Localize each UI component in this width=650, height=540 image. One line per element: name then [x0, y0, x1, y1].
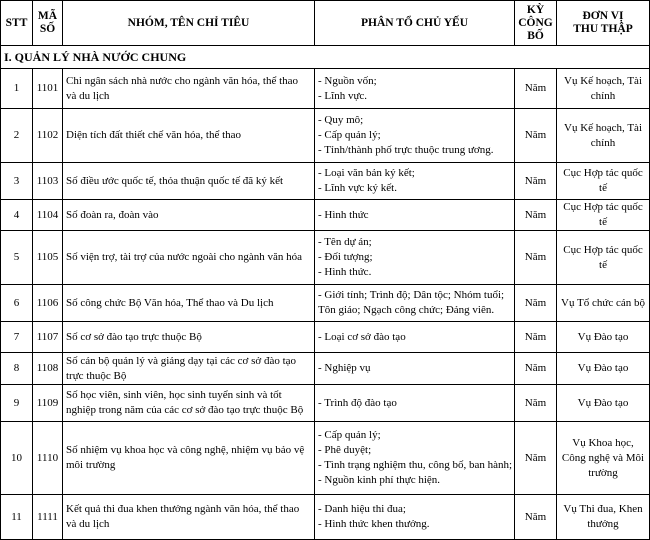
row-unit: Cục Hợp tác quốc tế — [557, 231, 650, 285]
row-period: Năm — [515, 353, 557, 385]
row-period: Năm — [515, 69, 557, 109]
breakdown-line: - Quy mô; — [318, 114, 364, 126]
row-stt: 6 — [1, 285, 33, 322]
breakdown-line: - Lĩnh vực. — [318, 89, 368, 102]
breakdown-line: - Nguồn vốn; — [318, 74, 377, 87]
row-indicator-name: Số điều ước quốc tế, thỏa thuận quốc tế đã ký kết — [63, 163, 315, 200]
breakdown-line: - Phê duyệt; — [318, 444, 372, 456]
breakdown-line: - Loại cơ sở đào tạo — [318, 330, 406, 343]
table-row — [1, 422, 650, 495]
row-unit: Vụ Đào tạo — [557, 322, 650, 353]
table-row — [1, 69, 650, 109]
breakdown-line: - Tình trạng nghiệm thu, công bố, ban hành; — [318, 459, 513, 471]
row-unit: Vụ Đào tạo — [557, 385, 650, 422]
table-row — [1, 285, 650, 322]
breakdown-line: - Loại văn bản ký kết; — [318, 167, 415, 179]
row-breakdown — [315, 69, 515, 109]
row-unit: Vụ Tổ chức cán bộ — [557, 285, 650, 322]
row-code: 1105 — [33, 231, 63, 285]
header-code: MÃ SỐ — [33, 1, 63, 46]
row-period: Năm — [515, 163, 557, 200]
row-stt: 8 — [1, 353, 33, 385]
breakdown-line: - Giới tính; Trình độ; Dân tộc; Nhóm tuổi; — [318, 289, 505, 301]
row-period: Năm — [515, 285, 557, 322]
breakdown-line: - Lĩnh vực ký kết. — [318, 182, 397, 194]
table-row — [1, 231, 650, 285]
row-unit: Vụ Thi đua, Khen thưởng — [557, 495, 650, 540]
row-stt: 4 — [1, 200, 33, 231]
row-breakdown — [315, 285, 515, 322]
table-row — [1, 385, 650, 422]
row-code: 1102 — [33, 109, 63, 163]
table-row — [1, 495, 650, 540]
row-unit: Cục Hợp tác quốc tế — [557, 163, 650, 200]
row-code: 1103 — [33, 163, 63, 200]
row-indicator-name: Số học viên, sinh viên, học sinh tuyển sinh và tốt nghiệp trong năm của các cơ sở đào tạo trực thuộc Bộ — [63, 385, 315, 422]
breakdown-line: - Hình thức. — [318, 266, 372, 278]
row-period: Năm — [515, 109, 557, 163]
row-indicator-name: Số nhiệm vụ khoa học và công nghệ, nhiệm vụ bảo vệ môi trường — [63, 422, 315, 495]
row-breakdown — [315, 163, 515, 200]
breakdown-line: - Cấp quản lý; — [318, 129, 381, 141]
breakdown-line: - Nguồn kinh phí thực hiện. — [318, 474, 441, 486]
table-row — [1, 109, 650, 163]
row-code: 1110 — [33, 422, 63, 495]
row-breakdown — [315, 353, 515, 385]
row-breakdown — [315, 231, 515, 285]
row-indicator-name: Số cơ sở đào tạo trực thuộc Bộ — [63, 322, 315, 353]
breakdown-line: - Danh hiệu thi đua; — [318, 503, 406, 515]
row-code: 1104 — [33, 200, 63, 231]
row-code: 1106 — [33, 285, 63, 322]
row-indicator-name: Chi ngân sách nhà nước cho ngành văn hóa, thể thao và du lịch — [63, 69, 315, 109]
row-indicator-name: Số viện trợ, tài trợ của nước ngoài cho ngành văn hóa — [63, 231, 315, 285]
row-breakdown — [315, 385, 515, 422]
row-indicator-name: Kết quả thi đua khen thưởng ngành văn hóa, thể thao và du lịch — [63, 495, 315, 540]
row-breakdown — [315, 109, 515, 163]
row-period: Năm — [515, 385, 557, 422]
row-unit: Cục Hợp tác quốc tế — [557, 200, 650, 231]
row-stt: 9 — [1, 385, 33, 422]
row-unit: Vụ Khoa học, Công nghệ và Môi trường — [557, 422, 650, 495]
header-unit: ĐƠN VỊ THU THẬP — [557, 1, 650, 46]
breakdown-line: - Cấp quản lý; — [318, 429, 381, 441]
row-breakdown — [315, 422, 515, 495]
header-breakdown: PHÂN TỔ CHỦ YẾU — [315, 1, 515, 46]
row-period: Năm — [515, 495, 557, 540]
row-code: 1109 — [33, 385, 63, 422]
breakdown-line: - Hình thức — [318, 208, 369, 221]
row-stt: 11 — [1, 495, 33, 540]
row-indicator-name: Diện tích đất thiết chế văn hóa, thể thao — [63, 109, 315, 163]
row-breakdown — [315, 322, 515, 353]
row-period: Năm — [515, 422, 557, 495]
row-indicator-name: Số cán bộ quản lý và giảng dạy tại các cơ sở đào tạo trực thuộc Bộ — [63, 353, 315, 385]
breakdown-line: - Nghiệp vụ — [318, 362, 371, 374]
breakdown-line: - Đối tượng; — [318, 251, 373, 263]
header-period: KỲ CÔNG BỐ — [515, 1, 557, 46]
row-breakdown — [315, 495, 515, 540]
row-stt: 5 — [1, 231, 33, 285]
row-code: 1111 — [33, 495, 63, 540]
row-period: Năm — [515, 231, 557, 285]
row-period: Năm — [515, 200, 557, 231]
row-code: 1101 — [33, 69, 63, 109]
row-period: Năm — [515, 322, 557, 353]
table-row — [1, 200, 650, 231]
row-unit: Vụ Kế hoạch, Tài chính — [557, 69, 650, 109]
section-row — [1, 46, 650, 69]
breakdown-line: - Trình độ đào tạo — [318, 396, 397, 409]
breakdown-line: - Hình thức khen thưởng. — [318, 518, 430, 530]
row-breakdown — [315, 200, 515, 231]
breakdown-line: - Tỉnh/thành phố trực thuộc trung ương. — [318, 144, 494, 156]
row-code: 1107 — [33, 322, 63, 353]
header-row — [1, 1, 650, 46]
header-stt: STT — [1, 1, 33, 46]
section-title: I. QUẢN LÝ NHÀ NƯỚC CHUNG — [1, 46, 650, 69]
header-group: NHÓM, TÊN CHỈ TIÊU — [63, 1, 315, 46]
row-stt: 2 — [1, 109, 33, 163]
table-row — [1, 163, 650, 200]
row-indicator-name: Số công chức Bộ Văn hóa, Thể thao và Du lịch — [63, 285, 315, 322]
row-code: 1108 — [33, 353, 63, 385]
row-stt: 10 — [1, 422, 33, 495]
breakdown-line: Tôn giáo; Ngạch công chức; Đảng viên. — [318, 304, 495, 316]
row-stt: 1 — [1, 69, 33, 109]
table-row — [1, 353, 650, 385]
row-unit: Vụ Đào tạo — [557, 353, 650, 385]
table-row — [1, 322, 650, 353]
row-unit: Vụ Kế hoạch, Tài chính — [557, 109, 650, 163]
breakdown-line: - Tên dự án; — [318, 236, 372, 248]
row-indicator-name: Số đoàn ra, đoàn vào — [63, 200, 315, 231]
row-stt: 7 — [1, 322, 33, 353]
row-stt: 3 — [1, 163, 33, 200]
